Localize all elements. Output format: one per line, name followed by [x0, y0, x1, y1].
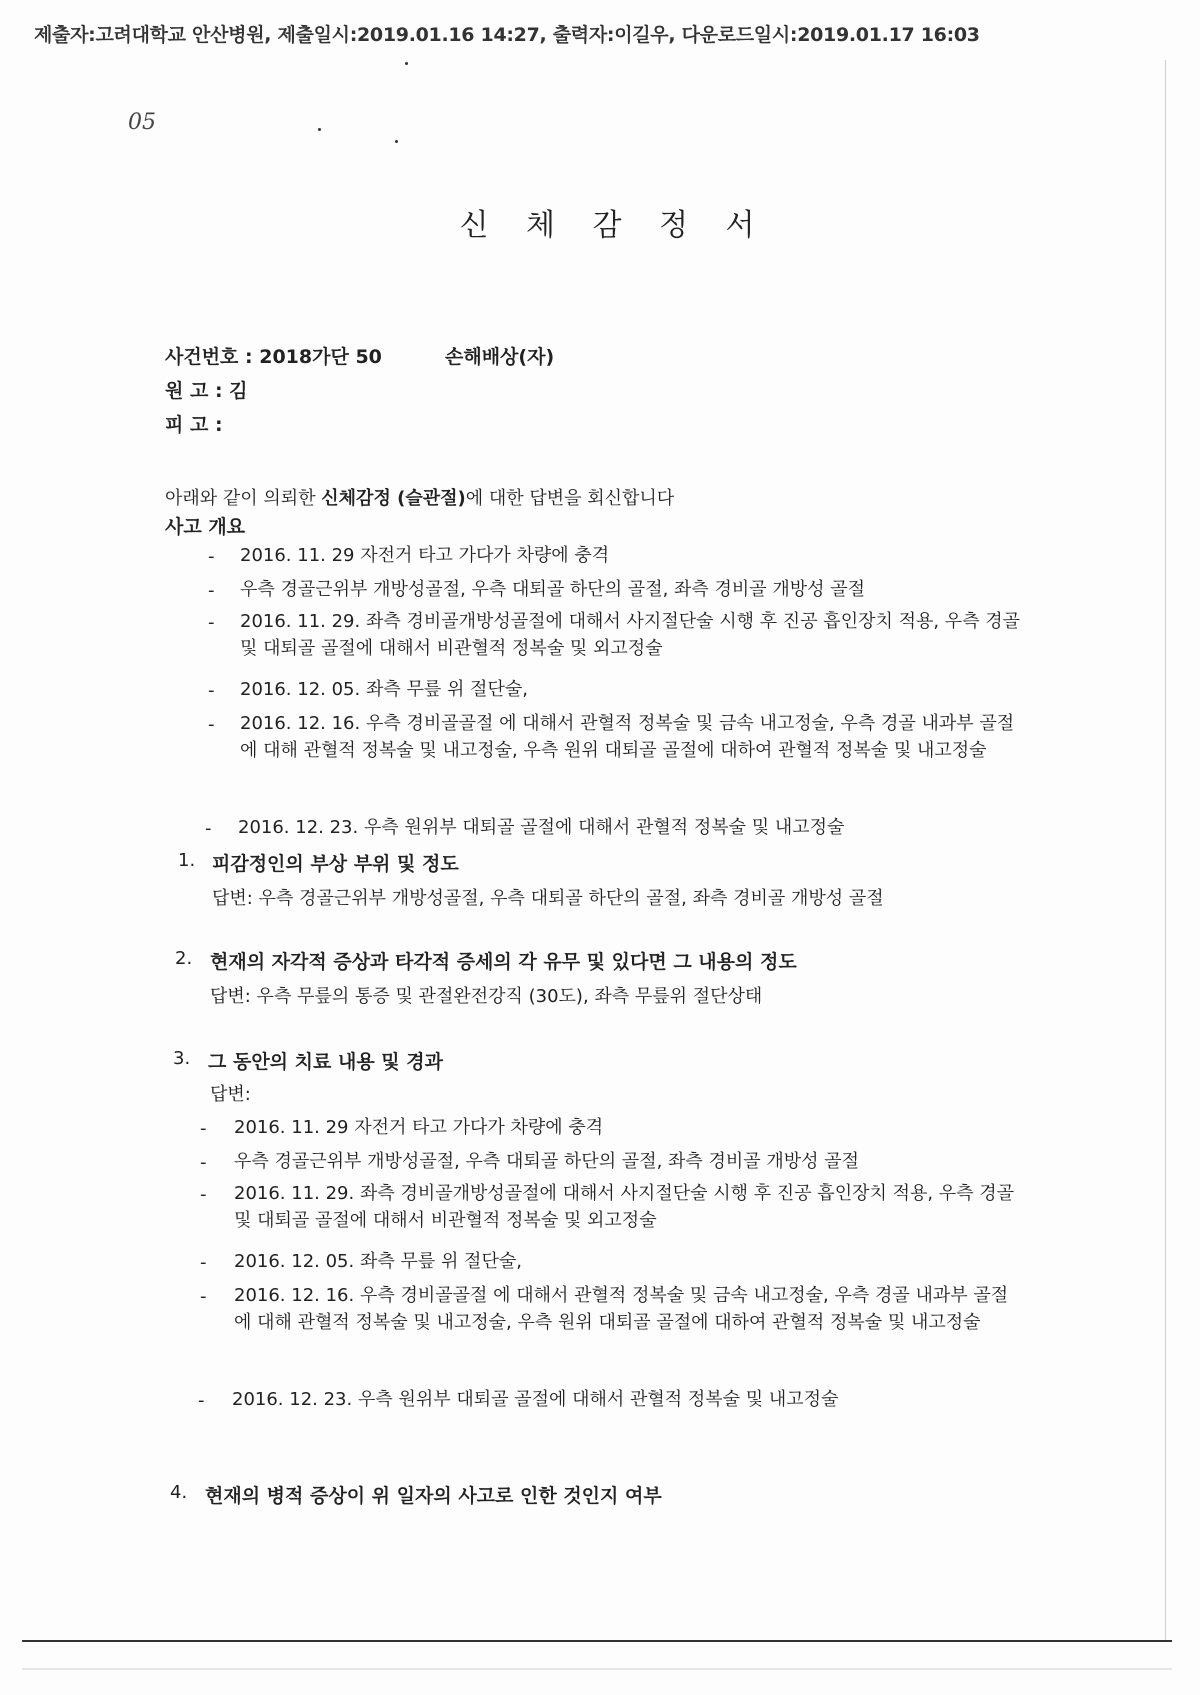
plaintiff-line: 원 고 : 김 [165, 380, 248, 402]
list-dash: - [208, 714, 215, 735]
document-title: 신 체 감 정 서 [459, 208, 769, 243]
question-answer: 답변: 우측 경골근위부 개방성골절, 우측 대퇴골 하단의 골절, 좌측 경비골 개방성 골절 [212, 888, 884, 909]
handwritten-page-mark: 05 [128, 110, 156, 135]
case-number: 사건번호 : 2018가단 50 [165, 346, 382, 368]
list-dash: - [200, 1252, 207, 1273]
intro-text-after: 에 대한 답변을 회신합니다 [465, 488, 675, 509]
list-dash: - [208, 612, 215, 633]
question-answer: 답변: 우측 무릎의 통증 및 관절완전강직 (30도), 좌측 무릎위 절단상태 [210, 986, 763, 1007]
question-number: 2. [175, 948, 193, 969]
question-title: 피감정인의 부상 부위 및 정도 [212, 853, 459, 875]
question-number: 3. [173, 1048, 191, 1069]
scan-speck [395, 140, 398, 143]
page-bottom-rule [22, 1640, 1172, 1642]
treatment-item: 2016. 11. 29 자전거 타고 가다가 차량에 충격 [234, 1117, 604, 1138]
case-number-line [165, 342, 555, 369]
list-dash: - [208, 546, 215, 567]
scan-edge-line [22, 1668, 1172, 1670]
timeline-item: 2016. 12. 23. 우측 원위부 대퇴골 골절에 대해서 관혈적 정복술 및 내고정술 [238, 817, 845, 838]
defendant-line: 피 고 : [165, 414, 223, 436]
treatment-item: 2016. 12. 23. 우측 원위부 대퇴골 골절에 대해서 관혈적 정복술 및 내고정술 [232, 1389, 839, 1410]
treatment-item: 2016. 12. 16. 우측 경비골골절 에 대해서 관혈적 정복술 및 금속 내고정술, 우측 경골 내과부 골절에 대해 관혈적 정복술 및 내고정술, 우측 원위 대퇴골 골절에 대하여 관혈적 정복술 및 내고정술 [234, 1285, 1009, 1333]
scan-speck [405, 62, 408, 65]
question-title: 현재의 병적 증상이 위 일자의 사고로 인한 것인지 여부 [205, 1485, 662, 1507]
accident-heading: 사고 개요 [165, 516, 246, 538]
list-dash: - [200, 1184, 207, 1205]
intro-text-before: 아래와 같이 의뢰한 [165, 488, 322, 509]
timeline-item: 2016. 11. 29 자전거 타고 가다가 차량에 충격 [240, 545, 610, 566]
list-dash: - [200, 1286, 207, 1307]
question-number: 1. [178, 850, 196, 871]
question-number: 4. [170, 1482, 188, 1503]
timeline-item: 2016. 12. 05. 좌측 무릎 위 절단술, [240, 679, 528, 700]
timeline-item: 2016. 11. 29. 좌측 경비골개방성골절에 대해서 사지절단술 시행 후 진공 흡인장치 적용, 우측 경골 및 대퇴골 골절에 대해서 비관혈적 정복술 및 외고정술 [240, 611, 1021, 659]
intro-text-bold: 신체감정 (슬관절) [321, 488, 466, 509]
intro-sentence [165, 484, 674, 510]
list-dash: - [198, 1390, 205, 1411]
treatment-item: 우측 경골근위부 개방성골절, 우측 대퇴골 하단의 골절, 좌측 경비골 개방성 골절 [234, 1151, 860, 1172]
list-dash: - [200, 1152, 207, 1173]
question-title: 현재의 자각적 증상과 타각적 증세의 각 유무 및 있다면 그 내용의 정도 [210, 951, 797, 973]
question-title: 그 동안의 치료 내용 및 경과 [208, 1051, 443, 1073]
timeline-item: 2016. 12. 16. 우측 경비골골절 에 대해서 관혈적 정복술 및 금속 내고정술, 우측 경골 내과부 골절에 대해 관혈적 정복술 및 내고정술, 우측 원위 대퇴골 골절에 대하여 관혈적 정복술 및 내고정술 [240, 713, 1015, 761]
page-edge-line [1165, 60, 1166, 1642]
submission-header: 제출자:고려대학교 안산병원, 제출일시:2019.01.16 14:27, 출력자:이길우, 다운로드일시:2019.01.17 16:03 [34, 24, 980, 46]
list-dash: - [205, 818, 212, 839]
timeline-item: 우측 경골근위부 개방성골절, 우측 대퇴골 하단의 골절, 좌측 경비골 개방성 골절 [240, 579, 866, 600]
list-dash: - [208, 580, 215, 601]
list-dash: - [200, 1118, 207, 1139]
case-claim: 손해배상(자) [445, 346, 555, 368]
question-answer: 답변: [210, 1084, 251, 1105]
scan-speck [318, 128, 321, 131]
treatment-item: 2016. 12. 05. 좌측 무릎 위 절단술, [234, 1251, 522, 1272]
treatment-item: 2016. 11. 29. 좌측 경비골개방성골절에 대해서 사지절단술 시행 후 진공 흡인장치 적용, 우측 경골 및 대퇴골 골절에 대해서 비관혈적 정복술 및 외고정술 [234, 1183, 1015, 1231]
list-dash: - [208, 680, 215, 701]
